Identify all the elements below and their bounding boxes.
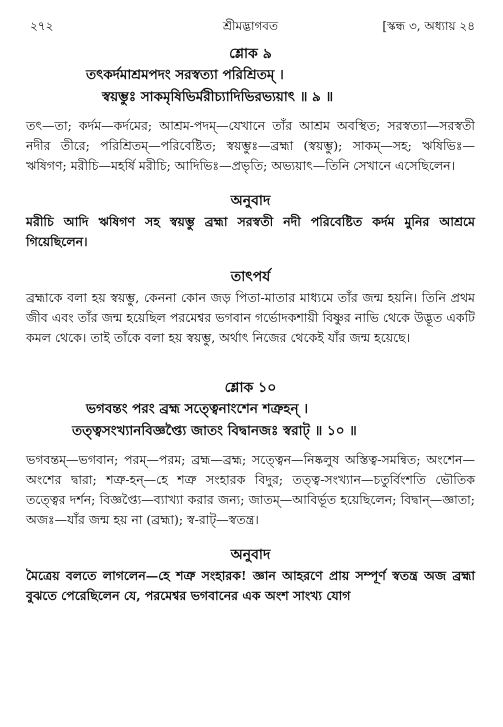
- sloka-9-translation: মরীচি আদি ঋষিগণ সহ স্বয়ম্ভু ব্রহ্মা সরস্বতী নদী পরিবেষ্টিত কর্দম মুনির আশ্রমে গিয়েছিলেন।: [26, 214, 475, 249]
- sloka-9-purport-heading: তাৎপর্য: [230, 269, 271, 285]
- sloka-10-synonyms: ভগবন্তম্‌—ভগবান; পরম্‌—পরম; ব্রহ্ম—ব্রহ্ম; সত্ত্বেন—নিষ্কলুষ অস্তিত্ব-সমন্বিত; অংশেন—অংশের দ্বারা; শত্রু-হন্‌—হে শত্রু সংহারক বিদুর; তত্ত্ব-সংখ্যান—চতুর্বিংশতি ভৌতিক তত্ত্বের দর্শন; বিজ্ঞপ্ত্যৈ—ব্যাখ্যা করার জন্য; জাতম্‌—আবির্ভূত হয়েছিলেন; বিদ্বান্‌—জ্ঞাতা; অজঃ—যাঁর জন্ম হয় না (ব্রহ্মা); স্ব-রাট্‌—স্বতন্ত্র।: [26, 452, 475, 527]
- sloka-9-title: শ্লোক ৯: [229, 46, 272, 62]
- sloka-10-translation: মৈত্রেয় বলতে লাগলেন—হে শত্রু সংহারক! জ্ঞান আহরণে প্রায় সম্পূর্ণ স্বতন্ত্র অজ ব্রহ্মা বুঝতে পেরেছিলেন যে, পরমেশ্বর ভগবানের এক অংশ সাংখ্য যোগ: [26, 568, 475, 603]
- book-title: শ্রীমদ্ভাগবত: [222, 19, 278, 33]
- verse-line: তৎকর্দমাশ্রমপদং সরস্বত্যা পরিশ্রিতম্‌ ।: [86, 67, 284, 83]
- sloka-9-purport: ব্রহ্মাকে বলা হয় স্বয়ম্ভু, কেননা কোন জড় পিতা-মাতার মাধ্যমে তাঁর জন্ম হয়নি। তিনি প্রথম জীব এবং তাঁর জন্ম হয়েছিল পরমেশ্বর ভগবান গর্ভোদকশায়ী বিষ্ণুর নাভি থেকে উদ্ভূত একটি কমল থেকে। তাই তাঁকে বলা হয় স্বয়ম্ভু, অর্থাৎ নিজের থেকেই যাঁর জন্ম হয়েছে।: [26, 290, 475, 345]
- verse-line: তত্ত্বসংখ্যানবিজ্ঞপ্ত্যৈ জাতং বিদ্বানজঃ স্বরাট্‌ ॥ ১০ ॥: [72, 423, 357, 439]
- spacer: [26, 348, 475, 370]
- sloka-10-translation-heading: অনুবাদ: [230, 547, 271, 563]
- chapter-section: [স্কন্ধ ৩, অধ্যায় ২৪: [382, 19, 475, 33]
- verse-line: ভগবন্তং পরং ব্রহ্ম সত্ত্বেনাংশেন শত্রুহন্‌ ।: [86, 401, 309, 417]
- sloka-9-synonyms: তৎ—তা; কর্দম—কর্দমের; আশ্রম-পদম্‌—যেখানে তাঁর আশ্রম অবস্থিত; সরস্বত্যা—সরস্বতী নদীর তীরে; পরিশ্রিতম্‌—পরিবেষ্টিত; স্বয়ম্ভুঃ—ব্রহ্মা (স্বয়ম্ভু); সাকম্‌—সহ; ঋষিভিঃ—ঋষিগণ; মরীচি—মহর্ষি মরীচি; আদিভিঃ—প্রভৃতি; অভ্যয়াৎ—তিনি সেখানে এসেছিলেন।: [26, 118, 475, 173]
- page-number: ২৭২: [30, 19, 54, 33]
- page-header: [26, 14, 475, 36]
- sloka-10-verse: [26, 398, 475, 442]
- sloka-9-translation-heading: অনুবাদ: [230, 193, 271, 209]
- verse-line: স্বয়ম্ভুঃ সাকমৃষিভির্মরীচ্যাদিভিরভ্যয়াৎ ॥ ৯ ॥: [102, 89, 334, 105]
- sloka-9-verse: [26, 64, 475, 108]
- sloka-10-title: শ্লোক ১০: [224, 380, 277, 396]
